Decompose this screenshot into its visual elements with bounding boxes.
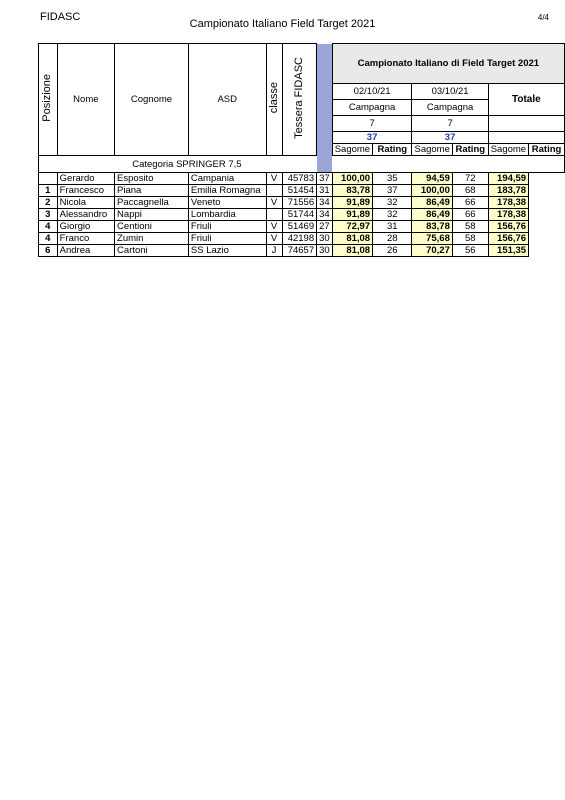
table-cell: 4: [39, 233, 58, 245]
table-cell: 83,78: [412, 221, 452, 233]
table-cell: 4: [39, 221, 58, 233]
table-cell: 91,89: [332, 197, 372, 209]
day2-max: 37: [412, 132, 488, 144]
table-row: [39, 197, 565, 209]
page-number: 4/4: [537, 13, 549, 22]
day2-place: Campagna: [412, 100, 488, 116]
table-cell: Zumin: [115, 233, 189, 245]
table-cell: Alessandro: [57, 209, 114, 221]
table-cell: 178,38: [488, 197, 528, 209]
table-cell: 81,08: [332, 233, 372, 245]
table-cell: 75,68: [412, 233, 452, 245]
table-cell: 51454: [282, 185, 317, 197]
table-cell: Centioni: [115, 221, 189, 233]
table-cell: [266, 185, 282, 197]
col-header-classe: classe: [266, 44, 282, 156]
table-cell: V: [266, 233, 282, 245]
day2-sagome-header: Sagome: [412, 144, 452, 156]
table-cell: Andrea: [57, 245, 114, 257]
table-cell: 70,27: [412, 245, 452, 257]
results-table: [38, 43, 565, 257]
table-cell: 28: [373, 233, 412, 245]
table-cell: Paccagnella: [115, 197, 189, 209]
table-cell: 51744: [282, 209, 317, 221]
day1-num: 7: [332, 116, 412, 132]
table-cell: 6: [39, 245, 58, 257]
table-cell: 81,08: [332, 245, 372, 257]
table-cell: 58: [452, 221, 488, 233]
table-cell: 66: [452, 197, 488, 209]
table-cell: Giorgio: [57, 221, 114, 233]
table-cell: 32: [373, 209, 412, 221]
day2-num: 7: [412, 116, 488, 132]
table-cell: 86,49: [412, 197, 452, 209]
table-cell: 34: [317, 209, 333, 221]
table-row: [39, 221, 565, 233]
col-header-cognome: Cognome: [115, 44, 189, 156]
table-cell: Campania: [188, 173, 266, 185]
table-cell: Francesco: [57, 185, 114, 197]
col-header-tessera: Tessera FIDASC: [282, 44, 317, 156]
table-cell: 194,59: [488, 173, 528, 185]
table-cell: 183,78: [488, 185, 528, 197]
table-cell: J: [266, 245, 282, 257]
table-row: [39, 185, 565, 197]
table-row: [39, 209, 565, 221]
table-cell: [39, 173, 58, 185]
table-cell: 91,89: [332, 209, 372, 221]
column-separator: [317, 44, 333, 173]
table-row: [39, 245, 565, 257]
table-cell: 71556: [282, 197, 317, 209]
table-cell: 27: [317, 221, 333, 233]
table-cell: V: [266, 221, 282, 233]
table-cell: 42198: [282, 233, 317, 245]
day1-rating-header: Rating: [373, 144, 412, 156]
table-cell: 30: [317, 245, 333, 257]
table-cell: 30: [317, 233, 333, 245]
table-cell: 156,76: [488, 233, 528, 245]
competition-title: Campionato Italiano di Field Target 2021: [332, 44, 564, 84]
col-header-nome: Nome: [57, 44, 114, 156]
table-cell: Nappi: [115, 209, 189, 221]
day2-rating-header: Rating: [452, 144, 488, 156]
table-cell: 66: [452, 209, 488, 221]
table-cell: V: [266, 173, 282, 185]
col-header-asd: ASD: [188, 44, 266, 156]
table-cell: 34: [317, 197, 333, 209]
table-cell: 35: [373, 173, 412, 185]
total-rating-header: Rating: [529, 144, 565, 156]
table-cell: 100,00: [412, 185, 452, 197]
table-cell: Gerardo: [57, 173, 114, 185]
category-label: Categoria SPRINGER 7,5: [57, 156, 316, 173]
table-cell: Friuli: [188, 221, 266, 233]
total-sagome-header: Sagome: [488, 144, 528, 156]
table-cell: 58: [452, 233, 488, 245]
table-cell: V: [266, 197, 282, 209]
table-cell: [266, 209, 282, 221]
table-cell: SS Lazio: [188, 245, 266, 257]
day1-place: Campagna: [332, 100, 412, 116]
table-cell: Nicola: [57, 197, 114, 209]
table-cell: 74657: [282, 245, 317, 257]
totale-header: Totale: [488, 84, 564, 116]
table-cell: 72: [452, 173, 488, 185]
day1-max: 37: [332, 132, 412, 144]
table-cell: 72,97: [332, 221, 372, 233]
table-cell: 1: [39, 185, 58, 197]
table-cell: 37: [373, 185, 412, 197]
table-cell: Emilia Romagna: [188, 185, 266, 197]
table-cell: 94,59: [412, 173, 452, 185]
table-cell: Friuli: [188, 233, 266, 245]
org-label: FIDASC: [40, 11, 81, 23]
table-cell: Franco: [57, 233, 114, 245]
table-cell: 151,35: [488, 245, 528, 257]
table-row: [39, 173, 565, 185]
table-cell: 51469: [282, 221, 317, 233]
table-row: [39, 233, 565, 245]
table-cell: 86,49: [412, 209, 452, 221]
table-cell: 26: [373, 245, 412, 257]
table-cell: 56: [452, 245, 488, 257]
table-cell: 2: [39, 197, 58, 209]
page-header-title: Campionato Italiano Field Target 2021: [189, 18, 376, 30]
table-cell: 31: [373, 221, 412, 233]
table-cell: Cartoni: [115, 245, 189, 257]
col-header-posizione: Posizione: [39, 44, 58, 156]
day1-date: 02/10/21: [332, 84, 412, 100]
table-cell: 156,76: [488, 221, 528, 233]
results-rows: [39, 173, 565, 257]
table-cell: 45783: [282, 173, 317, 185]
table-cell: 31: [317, 185, 333, 197]
table-cell: Esposito: [115, 173, 189, 185]
table-cell: Lombardia: [188, 209, 266, 221]
table-cell: 68: [452, 185, 488, 197]
table-cell: 100,00: [332, 173, 372, 185]
table-cell: 178,38: [488, 209, 528, 221]
table-cell: 32: [373, 197, 412, 209]
table-cell: 3: [39, 209, 58, 221]
table-cell: 37: [317, 173, 333, 185]
table-cell: Piana: [115, 185, 189, 197]
day2-date: 03/10/21: [412, 84, 488, 100]
table-cell: Veneto: [188, 197, 266, 209]
day1-sagome-header: Sagome: [332, 144, 372, 156]
table-cell: 83,78: [332, 185, 372, 197]
